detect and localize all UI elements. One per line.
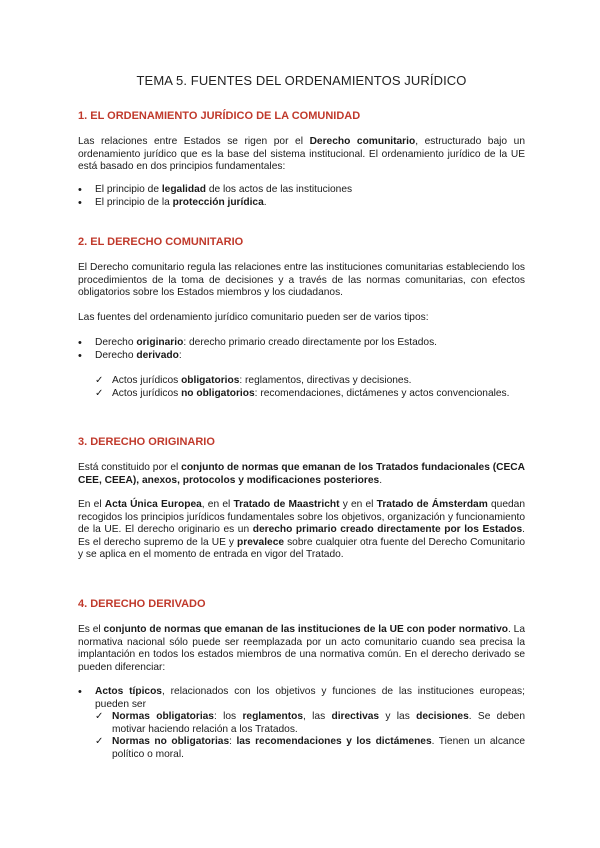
section-4-heading: 4. DERECHO DERIVADO — [78, 598, 206, 610]
section-2-heading: 2. EL DERECHO COMUNITARIO — [78, 236, 244, 248]
section-2-paragraph: El Derecho comunitario regula las relaciones entre las instituciones comunitarias estableciendo los procedimientos de la toma de decisiones y a través de las normas comunitarias, con efectos obligatorios sobre los Estados miembros y los ciudadanos. — [78, 262, 525, 299]
section-1-paragraph: Las relaciones entre Estados se rigen por el Derecho comunitario, estructurado bajo un ordenamiento jurídico que es la base del sistema institucional. El ordenamiento jurídico de la UE está basado en dos principios fundamentales: — [78, 136, 525, 173]
list-item: • Actos típicos, relacionados con los objetivos y funciones de las instituciones europeas; pueden ser — [78, 686, 525, 711]
section-3-paragraph-1: Está constituido por el conjunto de normas que emanan de los Tratados fundacionales (CECA CEE, CEEA), anexos, protocolos y modificaciones posteriores. — [78, 462, 525, 486]
list-item: • El principio de la protección jurídica. — [78, 197, 525, 210]
document-title: TEMA 5. FUENTES DEL ORDENAMIENTOS JURÍDICO — [136, 73, 467, 88]
section-3-heading: 3. DERECHO ORIGINARIO — [78, 436, 215, 448]
list-item: • Derecho originario: derecho primario creado directamente por los Estados. — [78, 337, 525, 350]
list-item: ✓ Actos jurídicos obligatorios: reglamentos, directivas y decisiones. — [95, 375, 525, 388]
section-4-check-list — [95, 711, 525, 761]
list-item: ✓ Actos jurídicos no obligatorios: recomendaciones, dictámenes y actos convencionales. — [95, 388, 525, 401]
section-4-bullet-list — [78, 686, 525, 711]
section-1-bullet-list — [78, 184, 525, 209]
list-item: • Derecho derivado: — [78, 350, 525, 363]
list-item: ✓ Normas obligatorias: los reglamentos, las directivas y las decisiones. Se deben motivar haciendo relación a los Tratados. — [95, 711, 525, 736]
list-item: • El principio de legalidad de los actos de las instituciones — [78, 184, 525, 197]
section-1-heading: 1. EL ORDENAMIENTO JURÍDICO DE LA COMUNIDAD — [78, 110, 361, 122]
section-2-check-list — [95, 375, 525, 400]
section-3-paragraph-2: En el Acta Única Europea, en el Tratado de Maastricht y en el Tratado de Ámsterdam quedan recogidos los principios jurídicos fundamentales sobre los objetivos, organización y funcionamiento de la UE. El derecho originario es un derecho primario creado directamente por los Estados. Es el derecho supremo de la UE y prevalece sobre cualquier otra fuente del Derecho Comunitario y se aplica en el momento de entrada en vigor del Tratado. — [78, 499, 525, 561]
section-2-bullet-list — [78, 337, 525, 362]
section-2-sources-intro: Las fuentes del ordenamiento jurídico comunitario pueden ser de varios tipos: — [78, 312, 429, 323]
list-item: ✓ Normas no obligatorias: las recomendaciones y los dictámenes. Tienen un alcance político o moral. — [95, 736, 525, 761]
section-4-paragraph: Es el conjunto de normas que emanan de las instituciones de la UE con poder normativo. La normativa nacional sólo puede ser reemplazada por un acto comunitario cuando sea precisa la implantación en todos los estados miembros de una normativa común. En el derecho derivado se pueden diferenciar: — [78, 624, 525, 673]
